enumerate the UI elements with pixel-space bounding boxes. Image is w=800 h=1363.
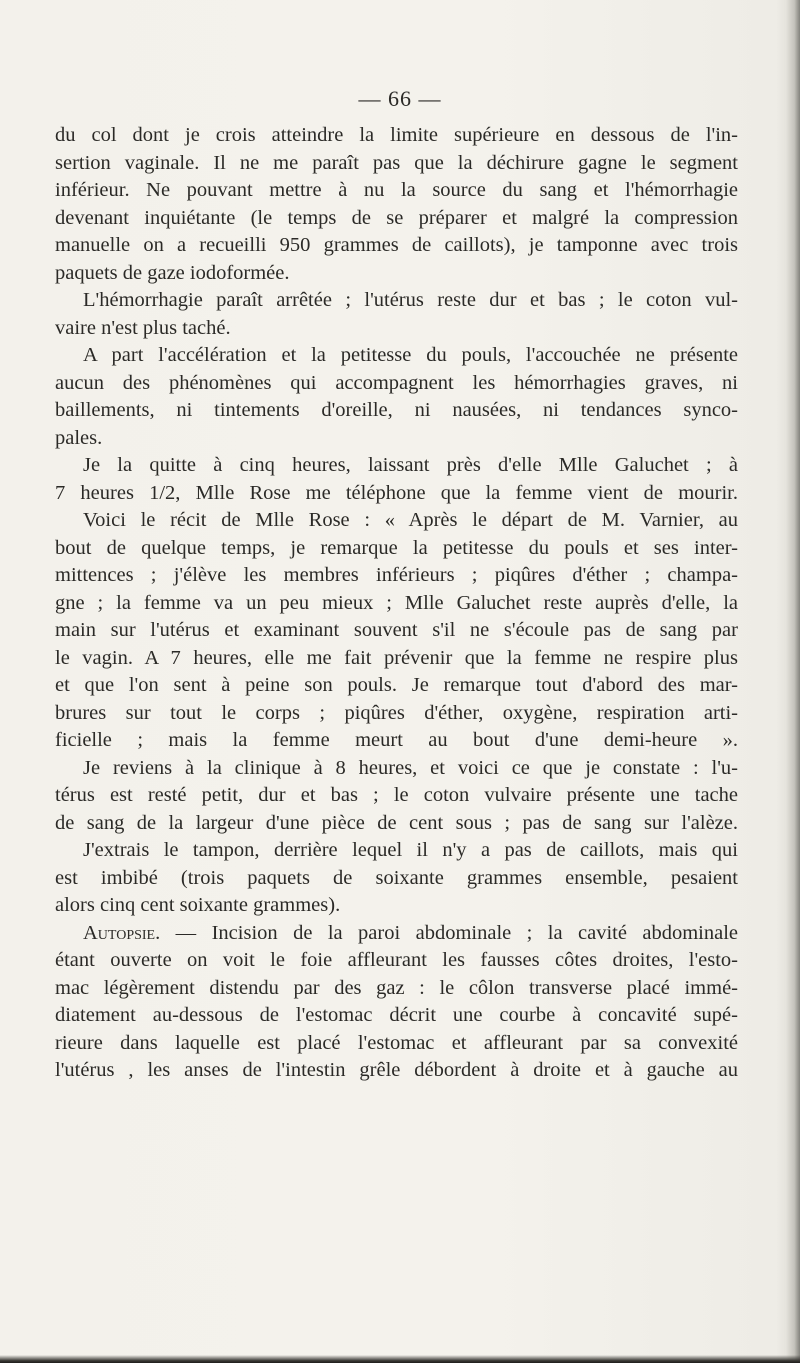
text-line: mittences ; j'élève les membres inférieurs ; piqûres d'éther ; champa- — [55, 564, 738, 586]
body-text — [55, 122, 738, 1085]
page-number-header: — 66 — — [358, 86, 442, 111]
text-line: manuelle on a recueilli 950 grammes de caillots), je tamponne avec trois — [55, 234, 738, 256]
text-line: 7 heures 1/2, Mlle Rose me téléphone que la femme vient de mourir. — [55, 481, 738, 504]
text-line — [55, 920, 738, 948]
text-line: est imbibé (trois paquets de soixante grammes ensemble, pesaient — [55, 866, 738, 889]
text-line: A part l'accélération et la petitesse du pouls, l'accouchée ne présente — [83, 344, 738, 366]
text-line: mac légèrement distendu par des gaz : le côlon transverse placé immé- — [55, 976, 738, 999]
text-line-rest: — Incision de la paroi abdominale ; la cavité abdominale — [160, 921, 738, 944]
text-line: bout de quelque temps, je remarque la petitesse du pouls et ses inter- — [55, 536, 738, 559]
text-line: Voici le récit de Mlle Rose : « Après le départ de M. Varnier, au — [83, 509, 738, 531]
text-line: brures sur tout le corps ; piqûres d'éther, oxygène, respiration arti- — [55, 701, 738, 724]
text-line: diatement au-dessous de l'estomac décrit une courbe à concavité supé- — [55, 1004, 738, 1026]
page-bottom-edge — [0, 1355, 800, 1363]
text-line: aucun des phénomènes qui accompagnent les hémorrhagies graves, ni — [55, 371, 738, 394]
text-line: ficielle ; mais la femme meurt au bout d'une demi-heure ». — [55, 729, 738, 751]
text-line: L'hémorrhagie paraît arrêtée ; l'utérus reste dur et bas ; le coton vul- — [83, 289, 738, 311]
text-line: vaire n'est plus taché. — [55, 316, 231, 339]
text-line: étant ouverte on voit le foie affleurant les fausses côtes droites, l'esto- — [55, 949, 738, 971]
text-line: J'extrais le tampon, derrière lequel il n'y a pas de caillots, mais qui — [83, 839, 738, 861]
text-line: baillements, ni tintements d'oreille, ni nausées, ni tendances synco- — [55, 399, 738, 421]
text-line: et que l'on sent à peine son pouls. Je remarque tout d'abord des mar- — [55, 674, 738, 696]
text-line: alors cinq cent soixante grammes). — [55, 894, 341, 916]
text-line: main sur l'utérus et examinant souvent s'il ne s'écoule pas de sang par — [55, 619, 738, 641]
text-line: le vagin. A 7 heures, elle me fait prévenir que la femme ne respire plus — [55, 646, 738, 669]
text-line: rieure dans laquelle est placé l'estomac et affleurant par sa convexité — [55, 1031, 738, 1054]
text-line: sertion vaginale. Il ne me paraît pas que la déchirure gagne le segment — [55, 151, 738, 174]
text-line: térus est resté petit, dur et bas ; le coton vulvaire présente une tache — [55, 784, 738, 806]
text-line: gne ; la femme va un peu mieux ; Mlle Galuchet reste auprès d'elle, la — [55, 591, 738, 614]
text-line: paquets de gaze iodoformée. — [55, 261, 290, 284]
section-lead: Autopsie. — [83, 921, 161, 944]
text-line: du col dont je crois atteindre la limite supérieure en dessous de l'in- — [55, 124, 738, 146]
text-line: l'utérus , les anses de l'intestin grêle débordent à droite et à gauche au — [55, 1059, 738, 1081]
text-line: inférieur. Ne pouvant mettre à nu la source du sang et l'hémorrhagie — [55, 179, 738, 201]
text-line: devenant inquiétante (le temps de se préparer et malgré la compression — [55, 206, 738, 229]
text-line: Je reviens à la clinique à 8 heures, et voici ce que je constate : l'u- — [83, 756, 738, 779]
text-line: Je la quitte à cinq heures, laissant près d'elle Mlle Galuchet ; à — [83, 454, 738, 476]
page-edge-shadow — [786, 0, 800, 1363]
text-line: de sang de la largeur d'une pièce de cent sous ; pas de sang sur l'alèze. — [55, 811, 738, 834]
text-line: pales. — [55, 426, 103, 449]
